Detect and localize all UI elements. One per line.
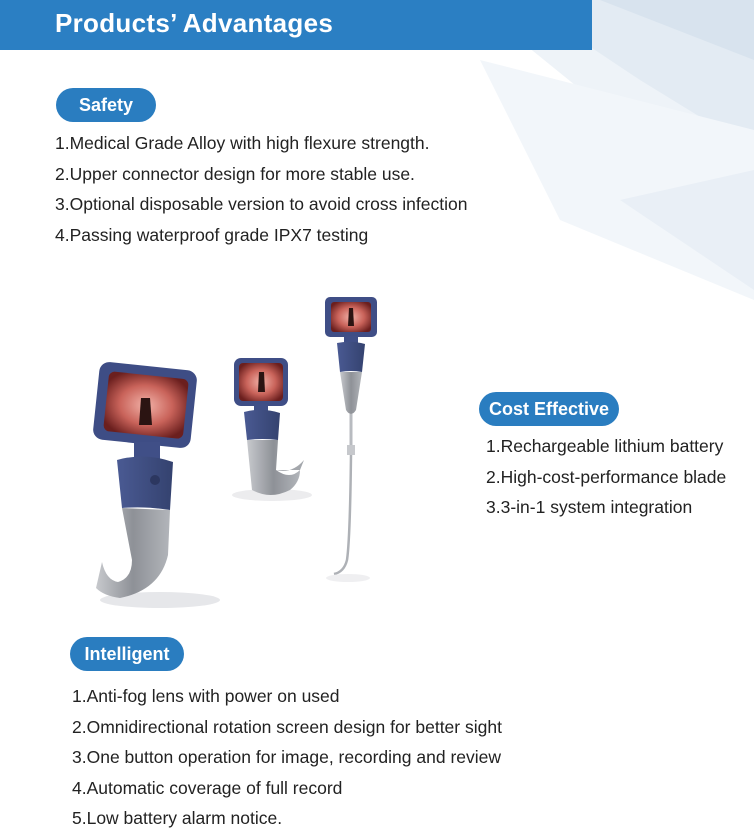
list-item: 5.Low battery alarm notice. <box>72 808 283 828</box>
list-item: 2.Upper connector design for more stable use. <box>55 163 415 184</box>
list-item: 3.One button operation for image, recording and review <box>72 747 502 767</box>
list-item: 4.Passing waterproof grade IPX7 testing <box>55 224 369 245</box>
cost-effective-badge: Cost Effective <box>479 392 619 426</box>
list-item: 1.Medical Grade Alloy with high flexure strength. <box>55 133 430 153</box>
laryngoscope-slim <box>325 297 377 582</box>
list-item: 2.High-cost-performance blade <box>486 466 727 487</box>
list-item: 3.3-in-1 system integration <box>486 497 693 517</box>
list-item: 3.Optional disposable version to avoid cross infection <box>55 194 468 214</box>
safety-badge: Safety <box>56 88 156 122</box>
list-item: 4.Automatic coverage of full record <box>72 777 343 798</box>
page-title: Products’ Advantages <box>55 8 334 38</box>
laryngoscope-large <box>92 361 220 608</box>
list-item: 1.Rechargeable lithium battery <box>486 436 724 456</box>
list-item: 2.Omnidirectional rotation screen design for better sight <box>72 716 502 737</box>
laryngoscope-medium <box>232 358 312 501</box>
intelligent-badge: Intelligent <box>70 637 184 671</box>
list-item: 1.Anti-fog lens with power on used <box>72 686 340 706</box>
